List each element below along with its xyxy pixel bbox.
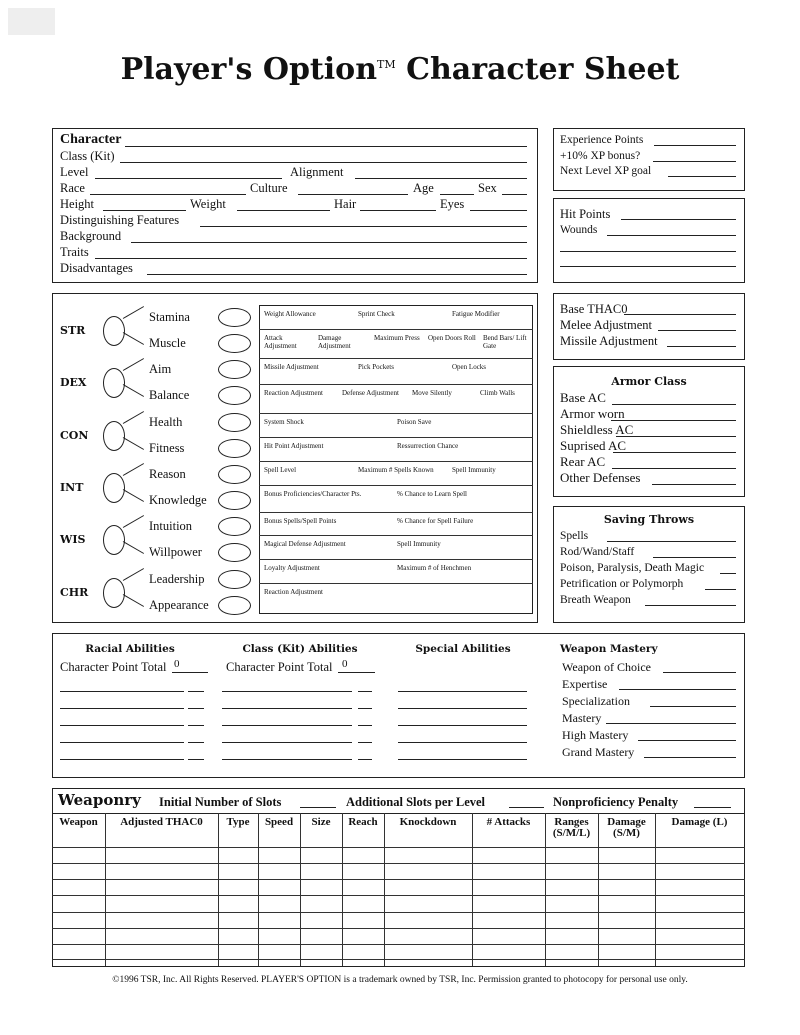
hair-field[interactable]	[360, 210, 436, 211]
save-field[interactable]	[705, 589, 736, 590]
bonus-label: +10% XP bonus?	[560, 150, 641, 162]
save-item: Poison, Paralysis, Death Magic	[560, 562, 705, 574]
weapon-table-cell[interactable]	[655, 879, 744, 895]
weapon-table-cell[interactable]	[384, 847, 472, 863]
modifier-label: Damage Adjustment	[318, 334, 351, 350]
weapon-table-cell[interactable]	[105, 847, 218, 863]
nonproficiency-label: Nonproficiency Penalty	[553, 795, 679, 809]
weapon-table-cell[interactable]	[342, 895, 384, 912]
substat-aim: Aim	[149, 362, 172, 377]
trademark: TM	[377, 58, 396, 71]
weapon-table-cell[interactable]	[105, 912, 218, 928]
weapon-table-cell[interactable]	[545, 895, 598, 912]
alignment-field[interactable]	[355, 178, 527, 179]
column-header: Ranges (S/M/L)	[552, 816, 591, 839]
thac0-label-0: Base THAC0	[560, 302, 628, 316]
racial-cost-field[interactable]	[188, 725, 204, 726]
weapon-table-cell[interactable]	[52, 847, 105, 863]
modifier-label: Reaction Adjustment	[264, 588, 323, 596]
header-divider	[52, 813, 745, 814]
weapon-table-cell[interactable]	[218, 879, 258, 895]
character-heading: Character	[60, 132, 122, 147]
weapon-table-cell[interactable]	[384, 895, 472, 912]
weapon-mastery-heading: Weapon Mastery	[560, 643, 658, 655]
special-ability-field[interactable]	[398, 708, 527, 709]
hp-extra-line[interactable]	[560, 251, 736, 252]
row-divider	[259, 413, 533, 414]
racial-cost-field[interactable]	[188, 691, 204, 692]
row-divider	[259, 485, 533, 486]
mastery-field[interactable]	[650, 706, 736, 707]
save-item: Spells	[560, 530, 589, 542]
save-field[interactable]	[653, 557, 736, 558]
class-ability-field[interactable]	[222, 708, 352, 709]
mastery-field[interactable]	[644, 757, 736, 758]
weapon-table-cell[interactable]	[300, 912, 342, 928]
weapon-table-cell[interactable]	[342, 863, 384, 879]
character-name-field[interactable]	[125, 146, 527, 147]
modifier-label: Weight Allowance	[264, 310, 316, 318]
next-label: Next Level XP goal	[560, 165, 652, 177]
stat-score-oval[interactable]	[103, 525, 125, 555]
weight-field[interactable]	[237, 210, 330, 211]
row-divider	[259, 512, 533, 513]
weapon-table-cell[interactable]	[105, 944, 218, 959]
substat-score-oval[interactable]	[218, 334, 251, 353]
weapon-table-cell[interactable]	[52, 895, 105, 912]
weapon-table-cell[interactable]	[655, 912, 744, 928]
hair-label: Hair	[334, 197, 357, 211]
weapon-table-cell[interactable]	[105, 895, 218, 912]
page-title	[0, 52, 800, 87]
racial-cost-field[interactable]	[188, 708, 204, 709]
modifier-label: Magical Defense Adjustment	[264, 540, 346, 548]
scan-mark	[8, 8, 55, 35]
weapon-table-cell[interactable]	[105, 928, 218, 944]
title-part-1: Player's Option	[120, 52, 377, 87]
class-ability-field[interactable]	[222, 742, 352, 743]
class-ability-field[interactable]	[222, 725, 352, 726]
substat-balance: Balance	[149, 388, 190, 403]
mastery-field[interactable]	[606, 723, 736, 724]
class-abilities-heading: Class (Kit) Abilities	[242, 643, 358, 655]
substat-score-oval[interactable]	[218, 491, 251, 510]
class-field[interactable]	[120, 162, 527, 163]
race-label: Race	[60, 181, 85, 195]
modifier-label: Bonus Proficiencies/Character Pts.	[264, 490, 362, 498]
weapon-table-cell[interactable]	[598, 944, 655, 959]
racial-ability-field[interactable]	[60, 759, 184, 760]
substat-health: Health	[149, 414, 183, 429]
features-label: Distinguishing Features	[60, 213, 180, 227]
weapon-table-cell[interactable]	[300, 847, 342, 863]
armor-item: Suprised AC	[560, 438, 627, 453]
modifier-label: % Chance for Spell Failure	[397, 517, 474, 525]
features-field[interactable]	[200, 226, 527, 227]
weapon-table-cell[interactable]	[52, 912, 105, 928]
mastery-item: Mastery	[562, 711, 602, 725]
class-ability-field[interactable]	[222, 759, 352, 760]
weapon-table-cell[interactable]	[52, 928, 105, 944]
column-header: Weapon	[59, 816, 98, 828]
modifier-label: Climb Walls	[480, 389, 515, 397]
substat-fitness: Fitness	[149, 440, 185, 455]
substat-score-oval[interactable]	[218, 439, 251, 458]
experience-field[interactable]	[654, 145, 736, 146]
traits-label: Traits	[60, 245, 89, 259]
racial-cp-label: Character Point Total	[60, 660, 167, 674]
weapon-table-cell[interactable]	[545, 912, 598, 928]
weapon-table-cell[interactable]	[258, 863, 300, 879]
weapon-table-cell[interactable]	[472, 928, 545, 944]
weapon-table-cell[interactable]	[655, 847, 744, 863]
weapon-table-cell[interactable]	[218, 944, 258, 959]
weapon-table-cell[interactable]	[258, 879, 300, 895]
weapon-table-cell[interactable]	[472, 912, 545, 928]
armor-class-heading: Armor Class	[611, 375, 687, 388]
wounds-label: Wounds	[560, 224, 598, 236]
weapon-table-cell[interactable]	[384, 912, 472, 928]
weapon-table-cell[interactable]	[472, 944, 545, 959]
weapon-table-cell[interactable]	[655, 895, 744, 912]
height-label: Height	[60, 197, 95, 211]
weapon-table-cell[interactable]	[105, 863, 218, 879]
weapon-table-cell[interactable]	[342, 847, 384, 863]
mastery-item: Specialization	[562, 694, 630, 708]
racial-ability-field[interactable]	[60, 725, 184, 726]
weapon-table-cell[interactable]	[300, 879, 342, 895]
modifier-label: Spell Immunity	[397, 540, 441, 548]
racial-cost-field[interactable]	[188, 742, 204, 743]
weapon-table-cell[interactable]	[342, 928, 384, 944]
substat-score-oval[interactable]	[218, 465, 251, 484]
racial-ability-field[interactable]	[60, 742, 184, 743]
eyes-field[interactable]	[470, 210, 527, 211]
weapon-table-cell[interactable]	[545, 944, 598, 959]
hit-points-field[interactable]	[621, 219, 736, 220]
initial-slots-label: Initial Number of Slots	[159, 795, 282, 809]
bonus-field[interactable]	[653, 161, 736, 162]
substat-score-oval[interactable]	[218, 308, 251, 327]
level-label: Level	[60, 165, 89, 179]
substat-appearance: Appearance	[149, 597, 209, 612]
stat-wis: WIS	[60, 533, 86, 547]
initial-slots-field[interactable]	[300, 807, 336, 808]
save-field[interactable]	[645, 605, 736, 606]
weapon-table-cell[interactable]	[218, 928, 258, 944]
column-header: Reach	[348, 816, 378, 828]
column-header: Type	[226, 816, 250, 828]
racial-ability-field[interactable]	[60, 708, 184, 709]
modifier-label: % Chance to Learn Spell	[397, 490, 467, 498]
mastery-item: Grand Mastery	[562, 745, 635, 759]
weapon-table-cell[interactable]	[258, 895, 300, 912]
row-divider	[259, 559, 533, 560]
sex-field[interactable]	[502, 194, 527, 195]
save-item: Breath Weapon	[560, 594, 631, 606]
mastery-item: High Mastery	[562, 728, 629, 742]
weapon-table-cell[interactable]	[384, 879, 472, 895]
weapon-table-cell[interactable]	[300, 863, 342, 879]
mastery-field[interactable]	[663, 672, 736, 673]
mastery-field[interactable]	[638, 740, 736, 741]
traits-field[interactable]	[95, 258, 527, 259]
armor-field[interactable]	[612, 404, 736, 405]
stat-dex: DEX	[60, 376, 87, 390]
class-cost-field[interactable]	[358, 708, 372, 709]
weapon-table-cell[interactable]	[218, 912, 258, 928]
experience-label: Experience Points	[560, 134, 644, 146]
racial-cp-value: 0	[174, 658, 180, 670]
substat-knowledge: Knowledge	[149, 492, 207, 507]
weapon-table-cell[interactable]	[545, 879, 598, 895]
class-cost-field[interactable]	[358, 691, 372, 692]
modifier-label: Bonus Spells/Spell Points	[264, 517, 337, 525]
hit-points-label: Hit Points	[560, 207, 611, 221]
substat-reason: Reason	[149, 466, 186, 481]
special-abilities-heading: Special Abilities	[415, 643, 511, 655]
stat-con: CON	[60, 428, 89, 442]
modifier-label: Maximum # of Henchmen	[397, 564, 472, 572]
thac0-field[interactable]	[667, 346, 736, 347]
substat-score-oval[interactable]	[218, 570, 251, 589]
weapon-table-cell[interactable]	[384, 863, 472, 879]
stat-score-oval[interactable]	[103, 316, 125, 346]
stat-score-oval[interactable]	[103, 578, 125, 608]
armor-item: Shieldless AC	[560, 422, 634, 437]
weapon-table-cell[interactable]	[258, 928, 300, 944]
armor-field[interactable]	[612, 468, 736, 469]
weapon-table-cell[interactable]	[598, 847, 655, 863]
thac0-label-1: Melee Adjustment	[560, 318, 652, 332]
modifier-label: Fatigue Modifier	[452, 310, 500, 318]
weapon-table-cell[interactable]	[655, 944, 744, 959]
armor-field[interactable]	[652, 484, 736, 485]
modifier-label: System Shock	[264, 418, 304, 426]
substat-score-oval[interactable]	[218, 596, 251, 615]
weapon-table-cell[interactable]	[300, 928, 342, 944]
modifier-label: Missile Adjustment	[264, 363, 319, 371]
thac0-field[interactable]	[624, 314, 736, 315]
stat-chr: CHR	[60, 585, 89, 599]
modifier-label: Maximum # Spells Known	[358, 466, 434, 474]
class-cp-field[interactable]	[338, 672, 375, 673]
class-cp-label: Character Point Total	[226, 660, 333, 674]
nonproficiency-field[interactable]	[694, 807, 731, 808]
weapon-table-cell[interactable]	[545, 928, 598, 944]
disadvantages-field[interactable]	[147, 274, 527, 275]
row-divider	[259, 437, 533, 438]
column-header: Size	[311, 816, 331, 828]
class-cost-field[interactable]	[358, 759, 372, 760]
modifier-label: Move Silently	[412, 389, 452, 397]
weapon-table-cell[interactable]	[472, 895, 545, 912]
weapon-table-cell[interactable]	[598, 928, 655, 944]
mastery-item: Weapon of Choice	[562, 660, 652, 674]
weapon-table-cell[interactable]	[384, 928, 472, 944]
mastery-item: Expertise	[562, 677, 608, 691]
column-header: Damage (L)	[671, 816, 728, 828]
modifier-label: Defense Adjustment	[342, 389, 399, 397]
class-label: Class (Kit)	[60, 149, 115, 163]
disadvantages-label: Disadvantages	[60, 261, 133, 275]
substat-intuition: Intuition	[149, 519, 193, 534]
thac0-label-2: Missile Adjustment	[560, 334, 658, 348]
save-field[interactable]	[720, 573, 736, 574]
row-divider	[259, 358, 533, 359]
substat-leadership: Leadership	[149, 571, 205, 586]
weapon-table-cell[interactable]	[472, 879, 545, 895]
save-item: Petrification or Polymorph	[560, 578, 684, 590]
mastery-field[interactable]	[619, 689, 736, 690]
weapon-table-cell[interactable]	[545, 863, 598, 879]
weapon-table-cell[interactable]	[545, 847, 598, 863]
modifier-label: Pick Pockets	[358, 363, 394, 371]
race-field[interactable]	[90, 194, 246, 195]
row-divider	[259, 535, 533, 536]
save-field[interactable]	[607, 541, 736, 542]
additional-slots-field[interactable]	[509, 807, 544, 808]
special-ability-field[interactable]	[398, 759, 527, 760]
modifier-label: Poison Save	[397, 418, 432, 426]
modifier-label: Open Locks	[452, 363, 487, 371]
row-divider	[259, 461, 533, 462]
column-header: Adjusted THAC0	[120, 816, 203, 828]
weapon-table-cell[interactable]	[258, 847, 300, 863]
modifier-label: Hit Point Adjustment	[264, 442, 324, 450]
column-header: Knockdown	[399, 816, 457, 828]
weapon-table-cell[interactable]	[52, 944, 105, 959]
weapon-table-cell[interactable]	[258, 912, 300, 928]
row-divider	[259, 583, 533, 584]
armor-field[interactable]	[613, 452, 736, 453]
class-cost-field[interactable]	[358, 725, 372, 726]
weapon-table-cell[interactable]	[598, 879, 655, 895]
special-ability-field[interactable]	[398, 725, 527, 726]
wounds-field[interactable]	[607, 235, 736, 236]
eyes-label: Eyes	[440, 197, 465, 211]
modifier-label: Loyalty Adjustment	[264, 564, 320, 572]
weapon-table-cell[interactable]	[342, 879, 384, 895]
column-header: # Attacks	[486, 816, 531, 828]
additional-slots-label: Additional Slots per Level	[346, 795, 486, 809]
special-ability-field[interactable]	[398, 691, 527, 692]
copyright-footer: ©1996 TSR, Inc. All Rights Reserved. PLAYER'S OPTION is a trademark owned by TSR, Inc. Permission granted to photocopy for personal use only.	[112, 975, 688, 985]
culture-label: Culture	[250, 181, 288, 195]
armor-item: Base AC	[560, 390, 606, 405]
background-label: Background	[60, 229, 122, 243]
stat-str: STR	[60, 324, 86, 337]
weapon-table-cell[interactable]	[472, 847, 545, 863]
age-label: Age	[413, 181, 434, 195]
armor-item: Armor worn	[560, 406, 625, 421]
weapon-table-cell[interactable]	[384, 944, 472, 959]
modifier-label: Bend Bars/ Lift Gate	[483, 334, 527, 350]
substat-willpower: Willpower	[149, 545, 202, 560]
modifier-label: Attack Adjustment	[264, 334, 297, 350]
special-ability-field[interactable]	[398, 742, 527, 743]
modifier-label: Spell Level	[264, 466, 297, 474]
weapon-table-cell[interactable]	[218, 863, 258, 879]
weapon-table-cell[interactable]	[598, 912, 655, 928]
column-header: Speed	[264, 816, 294, 828]
sex-label: Sex	[478, 181, 497, 195]
saving-throws-heading: Saving Throws	[603, 513, 695, 526]
weapon-table-cell[interactable]	[655, 928, 744, 944]
modifier-label: Spell Immunity	[452, 466, 496, 474]
stat-score-oval[interactable]	[103, 421, 125, 451]
class-ability-field[interactable]	[222, 691, 352, 692]
column-header: Damage (S/M)	[607, 816, 646, 839]
weapon-table-cell[interactable]	[218, 895, 258, 912]
modifier-label: Sprint Check	[358, 310, 395, 318]
hp-extra-line[interactable]	[560, 266, 736, 267]
row-divider	[259, 329, 533, 330]
weapon-table-cell[interactable]	[300, 944, 342, 959]
height-field[interactable]	[103, 210, 186, 211]
modifier-label: Open Doors Roll	[428, 334, 476, 342]
modifier-label: Ressurrection Chance	[397, 442, 459, 450]
class-cost-field[interactable]	[358, 742, 372, 743]
armor-item: Rear AC	[560, 454, 606, 469]
weight-label: Weight	[190, 197, 226, 211]
armor-field[interactable]	[616, 436, 736, 437]
stat-int: INT	[60, 480, 84, 494]
weaponry-heading: Weaponry	[58, 791, 141, 809]
title-part-2: Character Sheet	[406, 52, 680, 87]
next-field[interactable]	[668, 176, 736, 177]
weapon-table-cell[interactable]	[258, 944, 300, 959]
age-field[interactable]	[440, 194, 474, 195]
substat-stamina: Stamina	[149, 310, 190, 324]
save-item: Rod/Wand/Staff	[560, 546, 635, 558]
substat-score-oval[interactable]	[218, 413, 251, 432]
weapon-table-cell[interactable]	[472, 863, 545, 879]
background-field[interactable]	[131, 242, 527, 243]
armor-field[interactable]	[611, 420, 736, 421]
alignment-label: Alignment	[290, 165, 344, 179]
weapon-table-cell[interactable]	[342, 912, 384, 928]
weapon-table-cell[interactable]	[218, 847, 258, 863]
armor-item: Other Defenses	[560, 470, 641, 485]
table-row-line	[52, 959, 745, 960]
modifier-label: Reaction Adjustment	[264, 389, 323, 397]
racial-cp-field[interactable]	[172, 672, 208, 673]
weapon-table-cell[interactable]	[52, 863, 105, 879]
racial-abilities-heading: Racial Abilities	[85, 643, 175, 655]
substat-muscle: Muscle	[149, 336, 186, 350]
racial-ability-field[interactable]	[60, 691, 184, 692]
weapon-table-cell[interactable]	[655, 863, 744, 879]
weapon-table-cell[interactable]	[598, 895, 655, 912]
weapon-table-cell[interactable]	[52, 879, 105, 895]
racial-cost-field[interactable]	[188, 759, 204, 760]
level-field[interactable]	[95, 178, 282, 179]
character-box	[52, 128, 538, 283]
stat-score-oval[interactable]	[103, 473, 125, 503]
modifier-label: Maximum Press	[374, 334, 420, 342]
weapon-table-cell[interactable]	[342, 944, 384, 959]
culture-field[interactable]	[298, 194, 408, 195]
class-cp-value: 0	[342, 658, 348, 670]
weapon-table-cell[interactable]	[598, 863, 655, 879]
weapon-table-cell[interactable]	[300, 895, 342, 912]
thac0-field[interactable]	[658, 330, 736, 331]
row-divider	[259, 384, 533, 385]
weapon-table-cell[interactable]	[105, 879, 218, 895]
